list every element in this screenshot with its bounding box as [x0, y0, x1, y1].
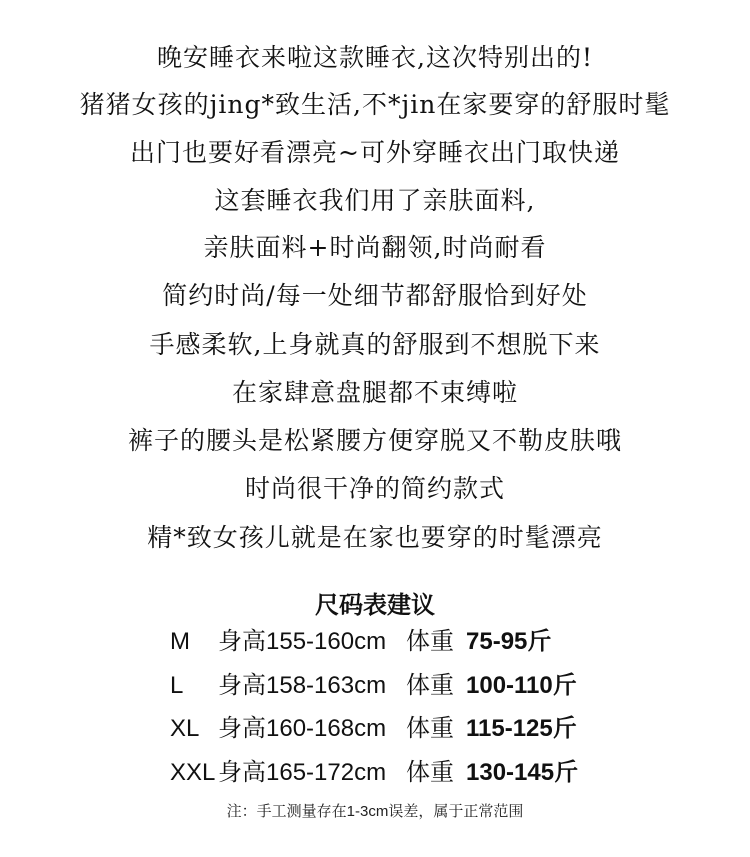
intro-line: 出门也要好看漂亮~可外穿睡衣出门取快递 — [130, 138, 620, 167]
intro-line: 裤子的腰头是松紧腰方便穿脱又不勒皮肤哦 — [127, 426, 622, 455]
size-row — [0, 668, 750, 704]
size-row — [0, 755, 750, 791]
weight-label: 体重 — [406, 715, 454, 742]
intro-line: 猪猪女孩的jing*致生活,不*jin在家要穿的舒服时髦 — [79, 90, 671, 119]
intro-line: 精*致女孩儿就是在家也要穿的时髦漂亮 — [147, 523, 603, 552]
weight-range: 130-145斤 — [466, 759, 579, 786]
intro-line: 亲肤面料+时尚翻领,时尚耐看 — [203, 233, 547, 262]
height-range: 身高155-160cm — [218, 628, 387, 655]
weight-range: 75-95斤 — [466, 628, 552, 655]
height-range: 身高160-168cm — [218, 715, 387, 742]
measurement-note: 注：手工测量存在1-3cm误差，属于正常范围 — [226, 803, 524, 820]
size-label: M — [170, 628, 190, 655]
intro-line: 在家肆意盘腿都不束缚啦 — [231, 378, 518, 407]
weight-label: 体重 — [406, 628, 454, 655]
intro-line: 手感柔软,上身就真的舒服到不想脱下来 — [149, 330, 601, 359]
size-label: XXL — [170, 759, 216, 786]
intro-line: 这套睡衣我们用了亲肤面料, — [214, 186, 536, 215]
size-table-title: 尺码表建议 — [315, 592, 435, 619]
size-label: XL — [170, 715, 200, 742]
size-row — [0, 624, 750, 660]
weight-range: 100-110斤 — [466, 672, 577, 699]
height-range: 身高158-163cm — [218, 672, 387, 699]
intro-line: 简约时尚/每一处细节都舒服恰到好处 — [162, 281, 588, 310]
size-label: L — [170, 672, 184, 699]
weight-range: 115-125斤 — [466, 715, 577, 742]
weight-label: 体重 — [406, 759, 454, 786]
weight-label: 体重 — [406, 672, 454, 699]
size-row — [0, 711, 750, 747]
intro-line: 晚安睡衣来啦这款睡衣,这次特别出的! — [157, 43, 593, 72]
height-range: 身高165-172cm — [218, 759, 387, 786]
intro-line: 时尚很干净的简约款式 — [244, 474, 505, 503]
